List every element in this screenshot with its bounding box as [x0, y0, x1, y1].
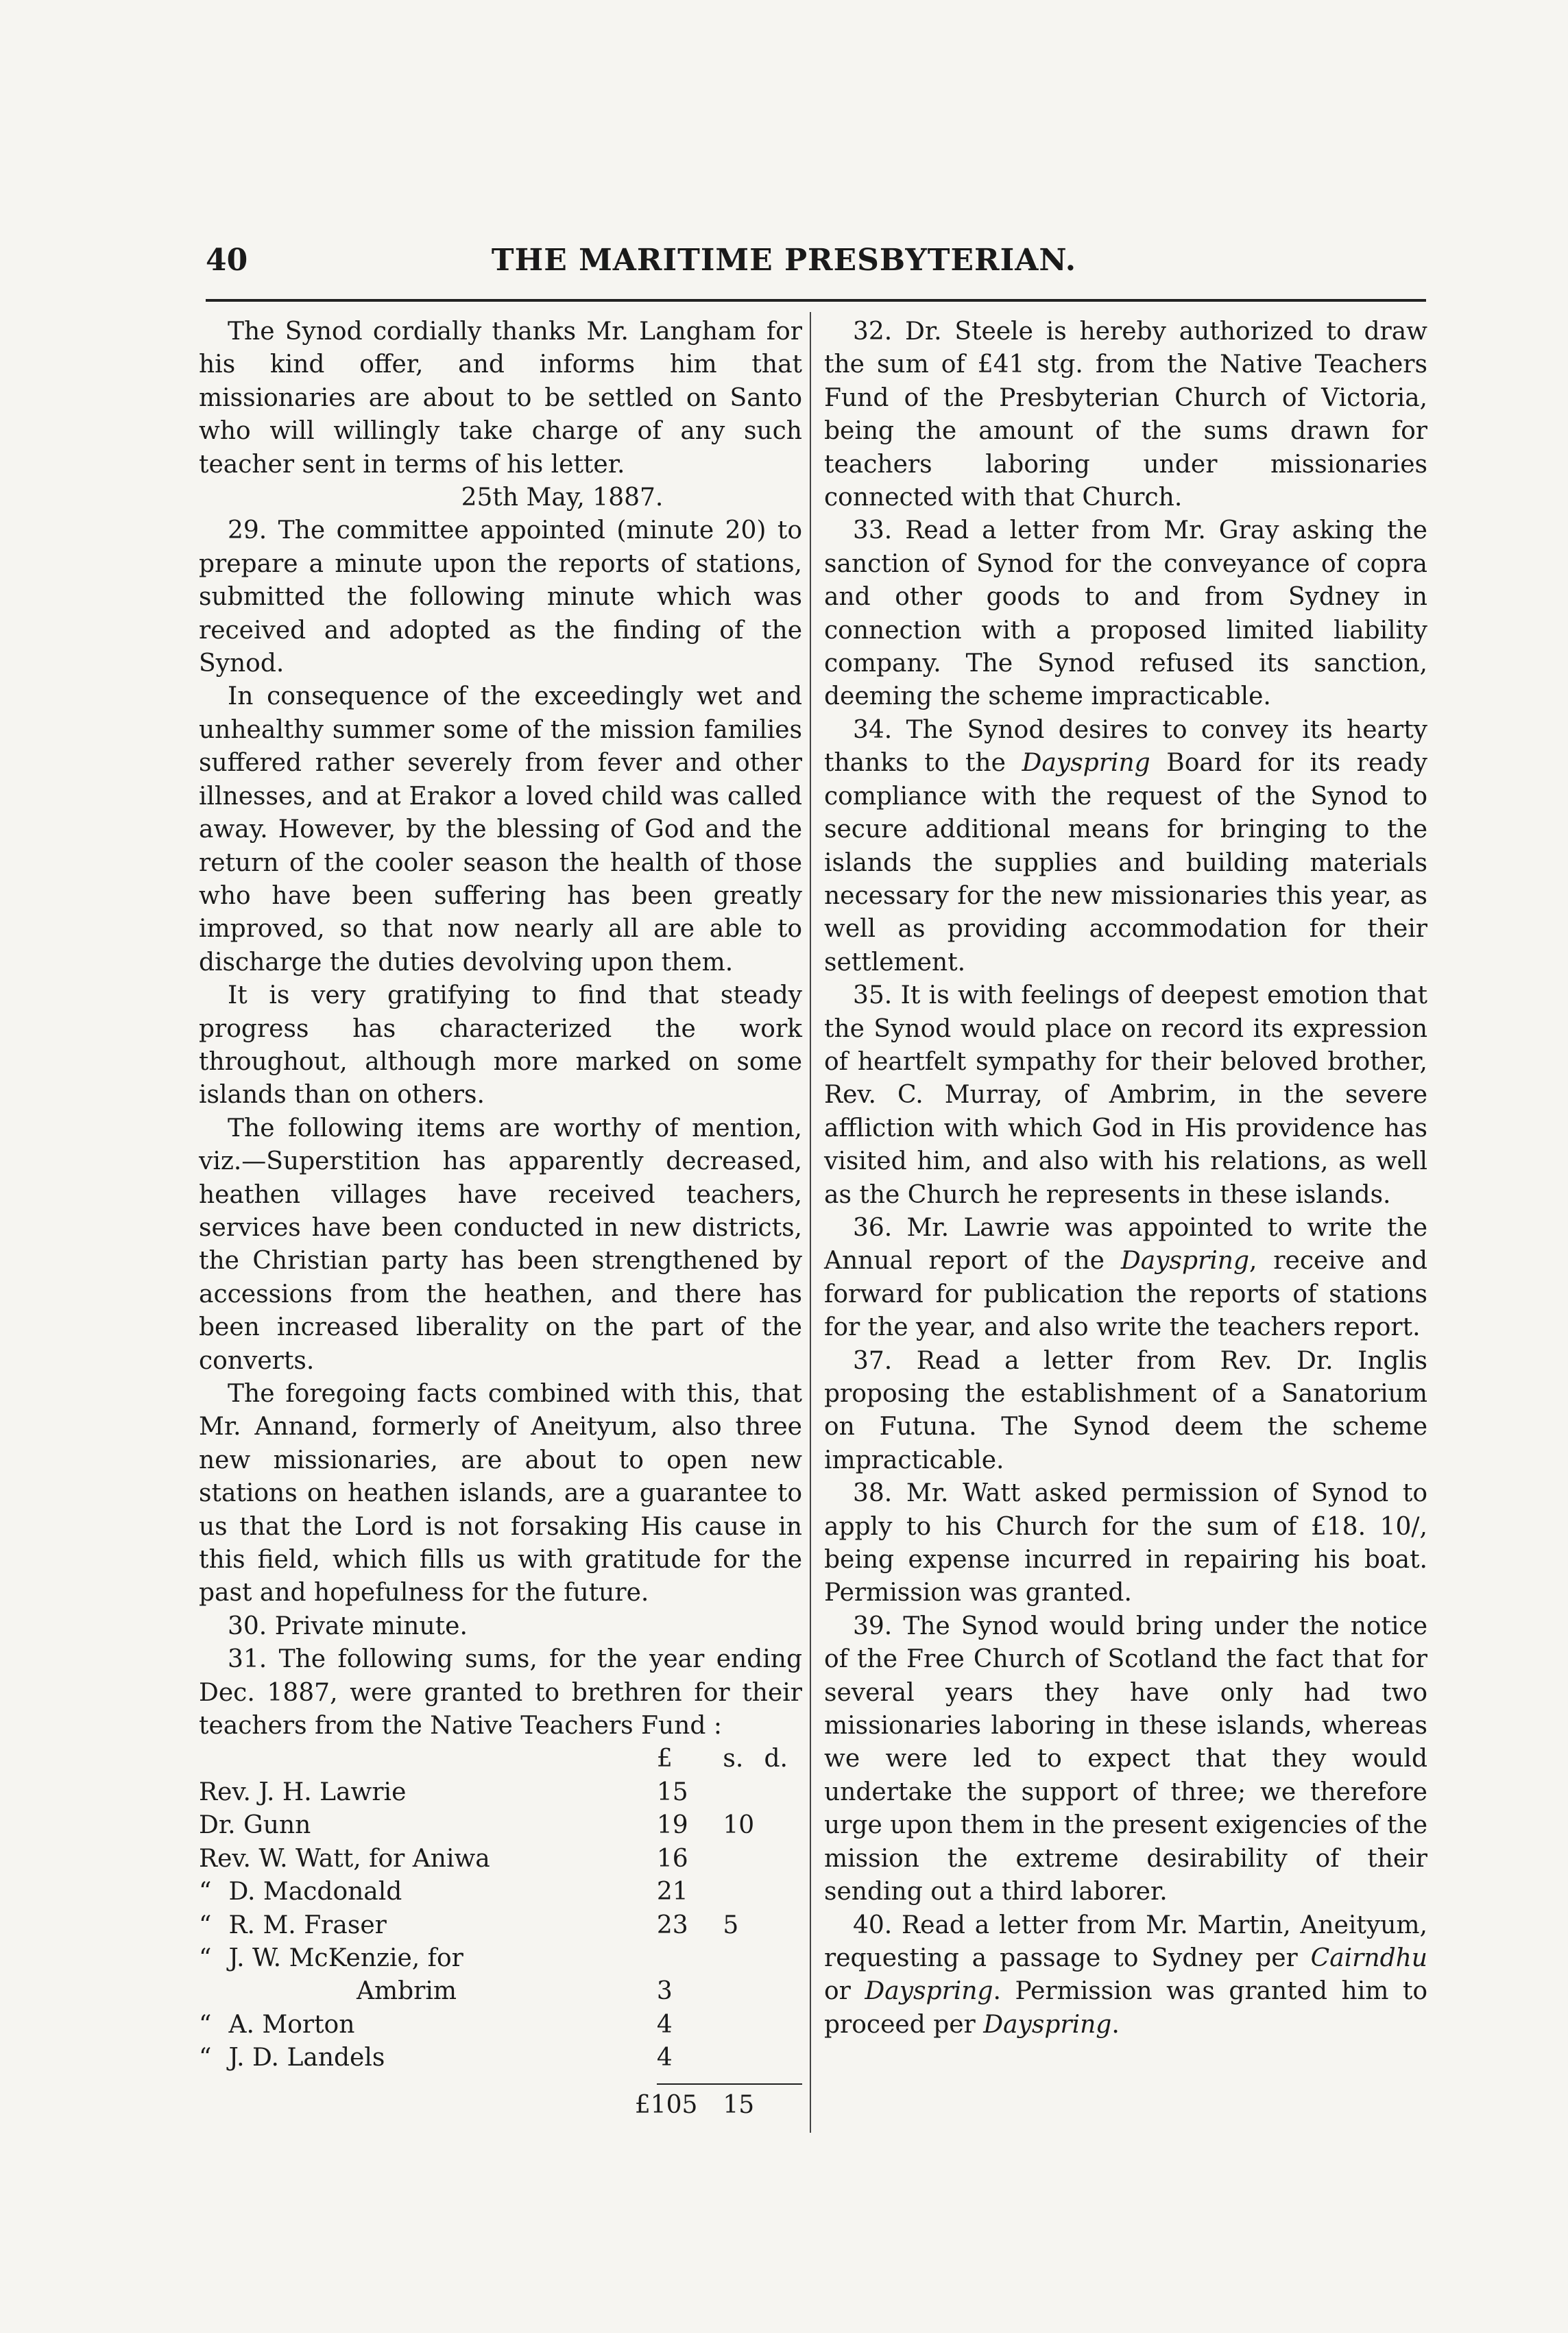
- ship-name: Dayspring: [983, 2010, 1112, 2039]
- text-run: 40. Read a letter from Mr. Martin, Aneityum, requesting a passage to Sydney per: [824, 1911, 1427, 1972]
- grant-pounds: 19: [656, 1811, 688, 1840]
- grant-pounds: 21: [656, 1878, 688, 1906]
- ship-name: Dayspring: [1120, 1247, 1249, 1276]
- grantee-name: A. Morton: [228, 2010, 355, 2039]
- grant-shillings: [723, 1942, 764, 1975]
- grant-pounds: 4: [656, 2044, 673, 2072]
- grantee-name: Ambrim: [357, 1977, 457, 2006]
- total-row: [199, 2084, 802, 2122]
- grant-shillings: [723, 1975, 764, 2008]
- text-run: Board for its ready compliance with the request of the Synod to secure additional means for bringing to the islands the supplies and building materials necessary for the new missionaries this year, as well as providing accommodation for their settlement.: [824, 749, 1427, 977]
- paragraph: The foregoing facts combined with this, that Mr. Annand, formerly of Aneityum, also three new missionaries, are about to open new stations on heathen islands, are a guarantee to us that the Lord is not forsaking His cause in this field, which fills us with gratitude for the past and hopefulness for the future.: [199, 1380, 802, 1607]
- pound-column-header: £: [656, 1745, 673, 1773]
- ditto-mark: “: [199, 2044, 212, 2072]
- ditto-mark: “: [199, 2010, 212, 2039]
- text-run: 36. Mr. Lawrie was appointed to write the Annual report of the: [824, 1213, 1427, 1276]
- header-rule: [206, 299, 1426, 302]
- column-divider: [810, 312, 811, 2133]
- minute-31: 31. The following sums, for the year ending Dec. 1887, were granted to brethren for their teachers from the Native Teachers Fund :: [199, 1645, 802, 1740]
- text-run: 34. The Synod desires to convey its hearty thanks to the: [824, 715, 1427, 778]
- right-column: [824, 315, 1427, 2167]
- minute-39: 39. The Synod would bring under the notice of the Free Church of Scotland the fact that for several years they have only had two missionaries laboring in these islands, whereas we were led to expect that they would undertake the support of three; we therefore urge upon them in the present exigencies of the mission the extreme desirability of their sending out a third laborer.: [824, 1612, 1427, 1906]
- total-rule: [199, 2075, 802, 2084]
- ditto-mark: “: [199, 1878, 212, 1906]
- minute-33: 33. Read a letter from Mr. Gray asking the sanction of Synod for the conveyance of copra and other goods to and from Sydney in connection with a proposed limited liability company. The Synod refused its sanction, deeming the scheme impracticable.: [824, 516, 1427, 711]
- shilling-column-header: s.: [723, 1745, 744, 1773]
- table-row: [199, 1975, 802, 2008]
- grant-shillings: 10: [723, 1811, 755, 1840]
- table-row: [199, 2009, 802, 2042]
- table-row: [199, 1776, 802, 1809]
- ship-name: Cairndhu: [1310, 1943, 1427, 1972]
- ditto-mark: “: [199, 1911, 212, 1939]
- table-row: [199, 1843, 802, 1876]
- grant-pounds: 16: [656, 1844, 688, 1873]
- table-row: [199, 1909, 802, 1942]
- grant-shillings: [723, 2009, 764, 2042]
- minute-36: [824, 1212, 1427, 1345]
- minute-35: 35. It is with feelings of deepest emotion that the Synod would place on record its expression of heartfelt sympathy for their beloved brother, Rev. C. Murray, of Ambrim, in the severe affliction with which God in His providence has visited him, and also with his relations, as well as the Church he represents in these islands.: [824, 981, 1427, 1209]
- grantee-name: Dr. Gunn: [199, 1811, 311, 1840]
- grantee-name: J. W. McKenzie, for: [228, 1943, 463, 1972]
- table-row: [199, 2042, 802, 2074]
- text-run: . Permission was granted him to proceed per: [824, 1977, 1428, 2039]
- grant-shillings: [723, 1876, 764, 1909]
- minute-40: [824, 1909, 1427, 2042]
- grantee-name: J. D. Landels: [228, 2044, 385, 2072]
- minute-38: 38. Mr. Watt asked permission of Synod to apply to his Church for the sum of £18. 10/, being expense incurred in repairing his boat. Permission was granted.: [824, 1479, 1427, 1607]
- ship-name: Dayspring: [1022, 749, 1150, 778]
- grant-shillings: [723, 2042, 764, 2074]
- grantee-name: Rev. W. Watt, for Aniwa: [199, 1844, 490, 1873]
- grantee-name: Rev. J. H. Lawrie: [199, 1778, 407, 1806]
- ship-name: Dayspring: [865, 1977, 993, 2006]
- table-row: [199, 1809, 802, 1842]
- minute-32: 32. Dr. Steele is hereby authorized to draw the sum of £41 stg. from the Native Teachers Fund of the Presbyterian Church of Victoria, being the amount of the sums drawn for teachers laboring under missionaries connected with that Church.: [824, 318, 1427, 512]
- text-run: , receive and forward for publication the reports of stations for the year, and also write the teachers report.: [824, 1247, 1427, 1342]
- left-column: [199, 315, 802, 2167]
- total-shillings: 15: [723, 2090, 755, 2119]
- text-run: .: [1111, 2010, 1120, 2039]
- pence-column-header: d.: [764, 1745, 788, 1773]
- grant-shillings: [723, 1776, 764, 1809]
- grant-pounds: 23: [656, 1911, 688, 1939]
- grant-pounds: 15: [656, 1778, 688, 1806]
- table-row: [199, 1942, 802, 1975]
- running-title: THE MARITIME PRESBYTERIAN.: [491, 243, 1077, 278]
- paragraph: In consequence of the exceedingly wet and unhealthy summer some of the mission families suffered rather severely from fever and other illnesses, and at Erakor a loved child was called away. However, by the blessing of God and the return of the cooler season the health of those who have been suffering has been greatly improved, so that now nearly all are able to discharge the duties devolving upon them.: [199, 682, 802, 977]
- minute-29: 29. The committee appointed (minute 20) to prepare a minute upon the reports of stations, submitted the following minute which was received and adopted as the finding of the Synod.: [199, 516, 802, 678]
- total-pounds: £105: [634, 2090, 698, 2119]
- grants-table: [199, 1743, 802, 2121]
- grantee-name: D. Macdonald: [228, 1878, 402, 1906]
- minute-34: [824, 714, 1427, 979]
- minute-30: 30. Private minute.: [228, 1612, 468, 1640]
- grant-shillings: 5: [723, 1911, 739, 1939]
- page-number: 40: [206, 243, 248, 278]
- paragraph: It is very gratifying to find that steady progress has characterized the work throughout, although more marked on some islands than on others.: [199, 981, 802, 1110]
- minute-37: 37. Read a letter from Rev. Dr. Inglis proposing the establishment of a Sanatorium on Futuna. The Synod deem the scheme impracticable.: [824, 1346, 1427, 1474]
- grantee-name: R. M. Fraser: [228, 1911, 387, 1939]
- ditto-mark: “: [199, 1943, 212, 1972]
- grant-shillings: [723, 1843, 764, 1876]
- paragraph: The Synod cordially thanks Mr. Langham for his kind offer, and informs him that missionaries are about to be settled on Santo who will willingly take charge of any such teacher sent in terms of his letter.: [199, 318, 802, 479]
- grant-pounds: 4: [656, 2010, 673, 2039]
- grant-pounds: 3: [656, 1977, 673, 2006]
- grants-header-row: [199, 1743, 802, 1775]
- grant-pounds: [657, 1942, 723, 1975]
- table-row: [199, 1876, 802, 1909]
- minute-date: 25th May, 1887.: [461, 483, 664, 512]
- text-run: or: [824, 1977, 865, 2006]
- paragraph: The following items are worthy of mention, viz.—Superstition has apparently decreased, heathen villages have received teachers, services have been conducted in new districts, the Christian party has been strengthened by accessions from the heathen, and there has been increased liberality on the part of the converts.: [199, 1114, 802, 1375]
